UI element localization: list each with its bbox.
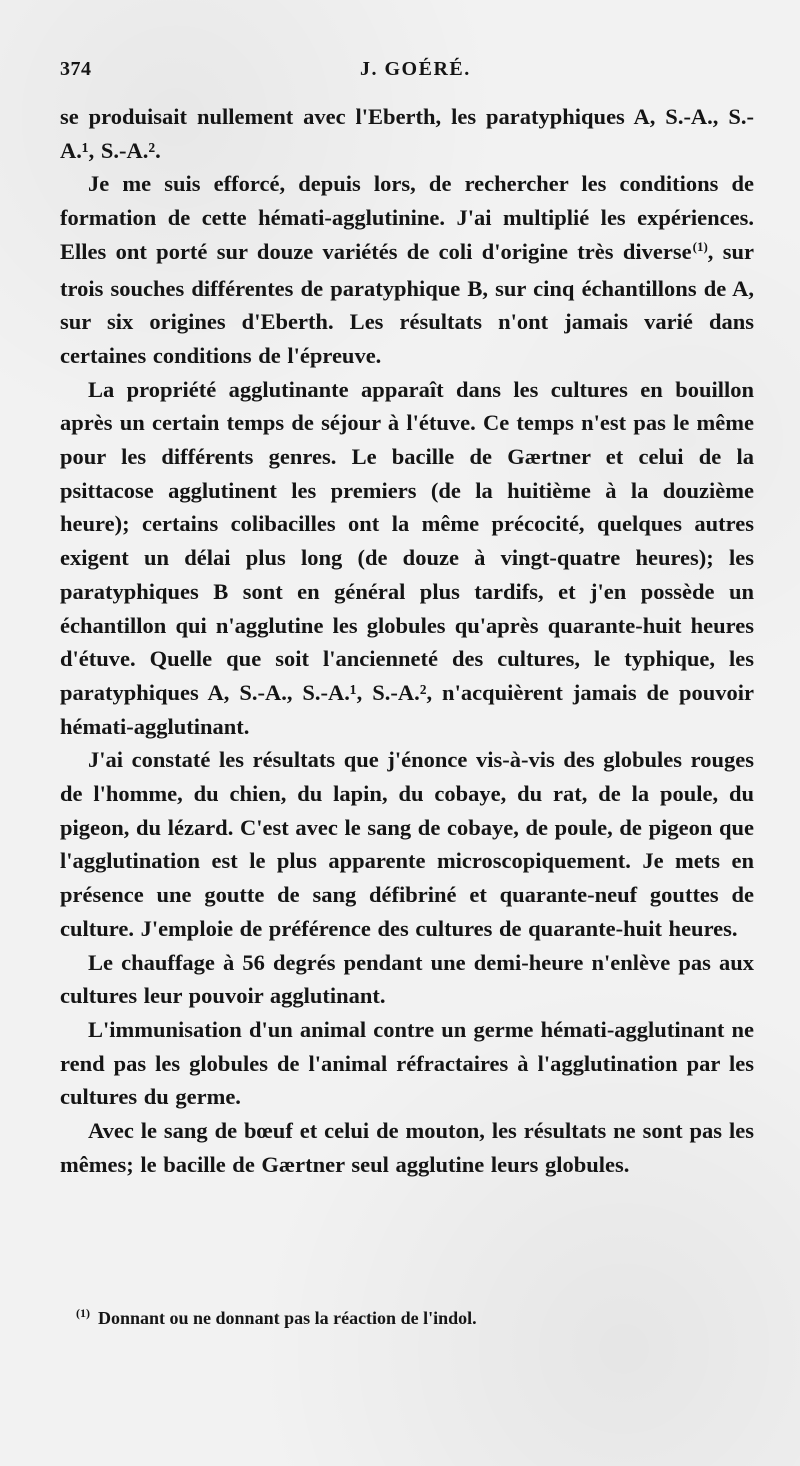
paragraph: J'ai constaté les résultats que j'énonce vis-à-vis des globules rouges de l'homme, du chien, du lapin, du cobaye, du rat, de la poule, du pigeon, du lézard. C'est avec le sang de cobaye, de poule, de pigeon que l'agglutination est le plus apparente microscopiquement. Je mets en présence une goutte de sang défibriné et quarante-neuf gouttes de culture. J'emploie de préférence des cultures de quarante-huit heures.	[60, 747, 754, 941]
footnote-mark: (1)	[76, 1306, 90, 1320]
body-text	[60, 100, 754, 1182]
page-number: 374	[60, 58, 92, 80]
page-header	[60, 58, 754, 88]
paragraph-continued: se produisait nullement avec l'Eberth, les paratyphiques A, S.-A., S.-A.¹, S.-A.².	[60, 104, 754, 163]
paragraph	[60, 167, 754, 372]
footnote	[76, 1308, 736, 1329]
footnote-text: Donnant ou ne donnant pas la réaction de l'indol.	[98, 1308, 477, 1328]
paragraph: Avec le sang de bœuf et celui de mouton, les résultats ne sont pas les mêmes; le bacille de Gærtner seul agglutine leurs globules.	[60, 1118, 754, 1177]
running-head: J. GOÉRÉ.	[360, 58, 471, 80]
footnote-reference[interactable]: (1)	[692, 238, 708, 254]
paragraph: L'immunisation d'un animal contre un germe hémati-agglutinant ne rend pas les globules de l'animal réfractaires à l'agglutination par les cultures du germe.	[60, 1016, 754, 1110]
paragraph: Le chauffage à 56 degrés pendant une demi-heure n'enlève pas aux cultures leur pouvoir agglutinant.	[60, 949, 754, 1009]
paragraph-text: Je me suis efforcé, depuis lors, de rechercher les conditions de formation de cette hémati-agglutinine. J'ai multiplié les expériences. Elles ont porté sur douze variétés de coli d'origine très diverse	[60, 171, 754, 264]
paragraph-text: , sur trois souches différentes de paratyphique B, sur cinq échantillons de A, sur six origines d'Eberth. Les résultats n'ont jamais varié dans certaines conditions de l'épreuve.	[60, 238, 754, 368]
paragraph: La propriété agglutinante apparaît dans les cultures en bouillon après un certain temps de séjour à l'étuve. Ce temps n'est pas le même pour les différents genres. Le bacille de Gærtner et celui de la psittacose agglutinent les premiers (de la huitième à la douzième heure); certains colibacilles ont la même précocité, quelques autres exigent un délai plus long (de douze à vingt-quatre heures); les paratyphiques B sont en général plus tardifs, et j'en possède un échantillon qui n'agglutine les globules qu'après quarante-huit heures d'étuve. Quelle que soit l'ancienneté des cultures, le typhique, les paratyphiques A, S.-A., S.-A.¹, S.-A.², n'acquièrent jamais de pouvoir hémati-agglutinant.	[60, 376, 754, 739]
